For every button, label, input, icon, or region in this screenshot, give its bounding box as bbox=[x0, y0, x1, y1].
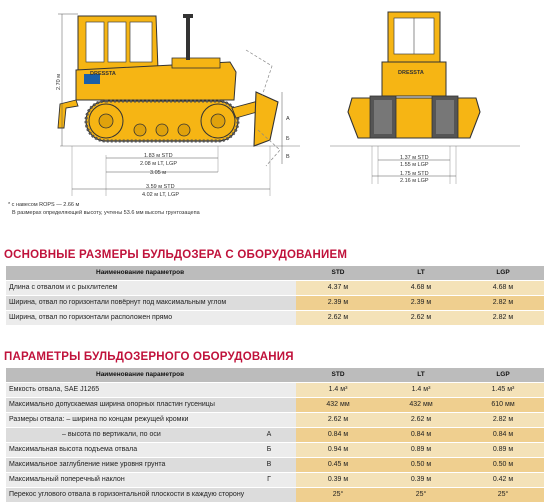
value-std: 2.39 м bbox=[296, 296, 380, 311]
value-lgp: 1.45 м³ bbox=[462, 383, 544, 398]
dimension-label-a: A bbox=[286, 116, 290, 122]
table-row bbox=[6, 473, 544, 488]
value-lt: 2.62 м bbox=[380, 413, 462, 428]
value-lt: 4.68 м bbox=[380, 281, 462, 296]
value-lgp: 2.82 м bbox=[462, 413, 544, 428]
value-std: 0.94 м bbox=[296, 443, 380, 458]
value-lgp: 2.82 м bbox=[462, 311, 544, 326]
value-lt: 25° bbox=[380, 488, 462, 503]
dimension-track-std: 1.83 м STD bbox=[144, 153, 173, 159]
dimension-track-lt-lgp: 2.08 м LT, LGP bbox=[140, 161, 178, 167]
dimension-gauge-lgp: 1.55 м LGP bbox=[400, 162, 429, 168]
header-lgp: LGP bbox=[462, 266, 544, 281]
value-lt: 1.4 м³ bbox=[380, 383, 462, 398]
section-title-main-dimensions: ОСНОВНЫЕ РАЗМЕРЫ БУЛЬДОЗЕРА С ОБОРУДОВАНИЕМ bbox=[4, 249, 348, 261]
value-lt: 2.62 м bbox=[380, 311, 462, 326]
side-view-bulldozer bbox=[58, 14, 300, 166]
value-lt: 432 мм bbox=[380, 398, 462, 413]
height-dimension: 2.70 м bbox=[56, 73, 62, 91]
row-name: Размеры отвала: – ширина по концам режущей кромки bbox=[6, 413, 296, 428]
row-name: Ширина, отвал по горизонтали повёрнут под максимальным углом bbox=[6, 296, 296, 311]
value-lgp: 25° bbox=[462, 488, 544, 503]
value-lt: 0.84 м bbox=[380, 428, 462, 443]
value-std: 432 мм bbox=[296, 398, 380, 413]
row-mark: Б bbox=[242, 443, 296, 458]
value-std: 0.39 м bbox=[296, 473, 380, 488]
header-parameter: Наименование параметров bbox=[6, 368, 296, 383]
dimension-width-std: 1.75 м STD bbox=[400, 171, 429, 177]
dimension-label-v: В bbox=[286, 154, 290, 160]
row-name: Емкость отвала, SAE J1265 bbox=[6, 383, 242, 398]
row-name: Максимальная высота подъема отвала bbox=[6, 443, 242, 458]
table-row bbox=[6, 398, 544, 413]
main-dimensions-table bbox=[6, 266, 544, 326]
value-lgp: 0.89 м bbox=[462, 443, 544, 458]
dimension-label-b: Б bbox=[286, 136, 290, 142]
bulldozer-dimension-drawing bbox=[0, 0, 549, 232]
value-std: 25° bbox=[296, 488, 380, 503]
value-std: 2.62 м bbox=[296, 413, 380, 428]
row-name: Перекос углового отвала в горизонтальной плоскости в каждую сторону bbox=[6, 488, 296, 503]
front-model-label: DRESSTA bbox=[398, 70, 424, 76]
table-header-row bbox=[6, 266, 544, 281]
side-model-label: DRESSTA bbox=[90, 71, 116, 77]
dimension-track-total: 3.05 м bbox=[150, 170, 167, 176]
value-lgp: 0.42 м bbox=[462, 473, 544, 488]
value-std: 1.4 м³ bbox=[296, 383, 380, 398]
value-lt: 0.89 м bbox=[380, 443, 462, 458]
dimension-length-std: 3.59 м STD bbox=[146, 184, 175, 190]
table-header-row bbox=[6, 368, 544, 383]
footnote-rops: * с навесом ROPS — 2.66 м bbox=[8, 202, 80, 208]
table-row bbox=[6, 281, 544, 296]
table-row bbox=[6, 458, 544, 473]
row-mark bbox=[242, 383, 296, 398]
header-parameter: Наименование параметров bbox=[6, 266, 296, 281]
value-lgp: 610 мм bbox=[462, 398, 544, 413]
table-row bbox=[6, 311, 544, 326]
value-lgp: 2.82 м bbox=[462, 296, 544, 311]
table-row bbox=[6, 383, 544, 398]
value-std: 0.84 м bbox=[296, 428, 380, 443]
row-name: – высота по вертикали, по оси bbox=[6, 428, 242, 443]
value-std: 0.45 м bbox=[296, 458, 380, 473]
header-std: STD bbox=[296, 368, 380, 383]
row-mark: В bbox=[242, 458, 296, 473]
table-row bbox=[6, 296, 544, 311]
header-lgp: LGP bbox=[462, 368, 544, 383]
table-row bbox=[6, 488, 544, 503]
value-lt: 2.39 м bbox=[380, 296, 462, 311]
row-name: Максимальный поперечный наклон bbox=[6, 473, 242, 488]
table-row bbox=[6, 443, 544, 458]
value-lt: 0.39 м bbox=[380, 473, 462, 488]
row-name: Ширина, отвал по горизонтали расположен прямо bbox=[6, 311, 296, 326]
section-title-equipment-parameters: ПАРАМЕТРЫ БУЛЬДОЗЕРНОГО ОБОРУДОВАНИЯ bbox=[4, 351, 294, 363]
dimension-gauge-std: 1.37 м STD bbox=[400, 155, 429, 161]
table-row bbox=[6, 413, 544, 428]
front-view-bulldozer bbox=[330, 12, 520, 146]
row-name: Длина с отвалом и с рыхлителем bbox=[6, 281, 296, 296]
value-lt: 0.50 м bbox=[380, 458, 462, 473]
value-std: 4.37 м bbox=[296, 281, 380, 296]
row-name: Максимально допускаемая ширина опорных пластин гусеницы bbox=[6, 398, 296, 413]
header-lt: LT bbox=[380, 368, 462, 383]
dimension-length-lt-lgp: 4.02 м LT, LGP bbox=[142, 192, 180, 198]
row-name: Максимальное заглубление ниже уровня грунта bbox=[6, 458, 242, 473]
equipment-parameters-table bbox=[6, 368, 544, 503]
dimension-width-lgp: 2.16 м LGP bbox=[400, 178, 429, 184]
header-std: STD bbox=[296, 266, 380, 281]
value-std: 2.62 м bbox=[296, 311, 380, 326]
row-mark: Г bbox=[242, 473, 296, 488]
row-mark: A bbox=[242, 428, 296, 443]
value-lgp: 4.68 м bbox=[462, 281, 544, 296]
value-lgp: 0.84 м bbox=[462, 428, 544, 443]
value-lgp: 0.50 м bbox=[462, 458, 544, 473]
table-row bbox=[6, 428, 544, 443]
header-lt: LT bbox=[380, 266, 462, 281]
footnote-grouser: В размерах определяющей высоту, учтены 53.6 мм высоты грунтозацепа bbox=[12, 210, 200, 216]
